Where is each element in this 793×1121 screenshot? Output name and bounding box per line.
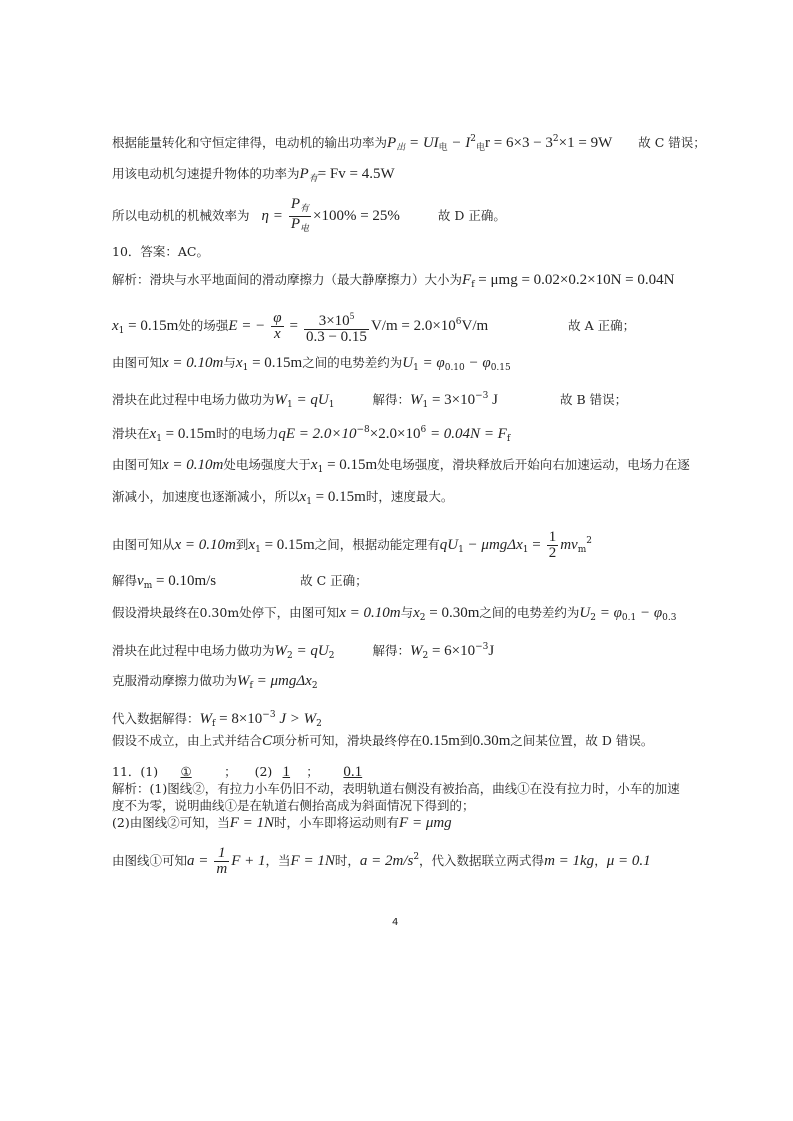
q11-analysis-line-1b: 度不为零，说明曲线①是在轨道右侧抬高成为斜面情况下得到的；: [112, 798, 475, 813]
sup: 6: [420, 425, 427, 435]
q11-answer-line: [112, 763, 373, 781]
sub: 1: [242, 363, 249, 373]
sup: −8: [356, 425, 370, 435]
math: x: [310, 457, 318, 473]
math: = 0.15m: [124, 318, 179, 334]
text: 由图可知: [112, 355, 163, 370]
text: 由图可知: [112, 457, 163, 472]
verdict: 故 C 正确；: [300, 573, 368, 588]
sub: f: [212, 719, 216, 729]
text: 处电场强度，滑块释放后开始向右加速运动，电场力在逐: [377, 457, 690, 472]
sub: m: [143, 581, 153, 591]
sup: 5: [349, 310, 355, 321]
sup: 2: [470, 134, 477, 144]
sub: 1: [522, 545, 529, 555]
text: 处电场强度大于: [223, 457, 311, 472]
text: 解析：滑块与水平地面间的滑动摩擦力（最大静摩擦力）大小为: [112, 272, 463, 287]
math: = 0.15m: [323, 457, 378, 473]
answer-blank: 1: [282, 764, 291, 780]
math: F: [462, 272, 472, 288]
math: x: [112, 318, 119, 334]
math: a =: [187, 853, 209, 869]
text: 时，速度最大。: [365, 489, 454, 504]
sub: 1: [317, 465, 324, 475]
fraction-half: [547, 530, 559, 561]
math: = qU: [292, 643, 329, 659]
q10-force-line: [112, 421, 510, 448]
q10-vm-line: [112, 572, 368, 595]
math: = μmg = 0.02×0.2×10N = 0.04N: [474, 272, 675, 288]
math: V/m = 2.0×10: [370, 318, 456, 334]
math: W: [274, 643, 288, 659]
num: 1: [214, 846, 229, 862]
sub: m: [577, 545, 587, 555]
q10-substitute-line: [112, 706, 322, 733]
q10-field-line: $x_1 = 0.15m$处的场强E = − $\frac{\varphi}{x}$ = $\frac{3\times 10^5}{0.3 - 0.15}$ $V/m = 2.0\times 10^6V/m$ 故 A 正确；: [112, 310, 636, 345]
text: 解得: [112, 573, 138, 588]
verdict: 故 A 正确；: [568, 318, 636, 333]
sub: 电: [299, 223, 309, 233]
text: 所以电动机的机械效率为: [112, 208, 250, 223]
page-number: 4: [392, 917, 399, 928]
sub: 0.3: [662, 613, 677, 623]
sup: 6: [455, 317, 462, 327]
text: 假设滑块最终在0.30m处停下，由图可知: [112, 605, 340, 620]
answer-blank: ①: [180, 764, 192, 779]
math: ×100% = 25%: [313, 208, 400, 224]
sub: 电: [476, 143, 486, 153]
math: U: [579, 605, 591, 621]
sub: 2: [419, 613, 426, 623]
text: 与: [400, 605, 414, 620]
sub: 1: [413, 363, 419, 373]
math: F = μmg: [399, 815, 452, 831]
math: x = 0.10m: [162, 457, 224, 473]
sup: 2: [552, 134, 559, 144]
math: W: [274, 392, 288, 408]
text: 滑块在此过程中电场力做功为: [112, 643, 275, 658]
text: 11．: [112, 764, 141, 779]
sub: 2: [287, 651, 293, 661]
math: = φ: [418, 355, 445, 371]
text: 时，小车即将运动则有: [274, 815, 400, 830]
sub: 0.15: [490, 363, 511, 373]
fraction-field-value: [304, 309, 369, 345]
math: W: [409, 643, 423, 659]
math: a = 2m/s: [359, 853, 414, 869]
sub: f: [249, 681, 253, 691]
text: 由图可知从: [112, 537, 175, 552]
sub: 2: [311, 681, 318, 691]
verdict: 故 C 错误；: [638, 135, 706, 150]
math: r = 6×3 − 3: [485, 135, 553, 151]
q11-analysis-line-2: [112, 814, 452, 832]
math: = 0.15m: [248, 355, 303, 371]
sub: 1: [118, 326, 125, 336]
q10-friction-work-line: [112, 672, 318, 695]
sub: 0.1: [621, 613, 637, 623]
sub: 电: [438, 143, 448, 153]
q10-conclusion-line: [112, 732, 653, 750]
sup: −3: [475, 391, 489, 401]
math: = 0.15m: [260, 537, 315, 553]
text: 根据能量转化和守恒定律得，电动机的输出功率为: [112, 135, 388, 150]
sup: −3: [475, 642, 489, 652]
math: E = −: [228, 318, 266, 334]
math: = 8×10: [215, 711, 263, 727]
q9-lift-power-line: 用该电动机匀速提升物体的功率为$P_有= Fv = 4.5W$: [112, 166, 395, 183]
math: − φ: [636, 605, 663, 621]
math: F = 1N: [229, 815, 275, 831]
text: 项分析可知，滑块最终停在: [272, 733, 423, 748]
text: 滑块在此过程中电场力做功为: [112, 392, 275, 407]
math: =: [528, 537, 541, 553]
math: = φ: [595, 605, 622, 621]
math: − μmgΔx: [463, 537, 523, 553]
q10-energy-line: [112, 524, 592, 567]
math: = UI: [405, 135, 439, 151]
q10-work2-line: [112, 638, 494, 665]
math: qE = 2.0×10: [278, 426, 357, 442]
math: = Fv = 4.5W: [317, 166, 395, 182]
sup: 2: [413, 852, 420, 862]
text: ，当: [265, 853, 291, 868]
math: W: [409, 392, 423, 408]
verdict: 故 D 正确。: [437, 208, 506, 223]
q11-analysis-line-1a: 解析：(1)图线②，有拉力小车仍旧不动，表明轨道右侧没有被抬高，曲线①在没有拉力时，小车的加速: [112, 781, 680, 796]
text: 克服滑动摩擦力做功为: [112, 673, 238, 688]
q10-answer: 10．答案：AC。: [112, 244, 209, 259]
math: x: [248, 537, 256, 553]
q10-assume-line: [112, 604, 676, 627]
sub: 2: [422, 651, 429, 661]
text: 之间的电势差约为: [302, 355, 403, 370]
math: ×2.0×10: [369, 426, 421, 442]
text: 之间的电势差约为: [479, 605, 580, 620]
math: η =: [261, 208, 283, 224]
math: W: [237, 673, 250, 689]
sub: 有: [308, 173, 318, 183]
text: 解得：: [372, 643, 410, 658]
sub: 1: [422, 400, 429, 410]
sub: 0.10: [444, 363, 465, 373]
math: qU: [439, 537, 459, 553]
text: ；: [224, 764, 237, 779]
sub: 有: [299, 203, 309, 213]
math: C: [262, 733, 273, 749]
text: ，: [594, 853, 607, 868]
sub: 1: [328, 400, 335, 410]
text: 到: [459, 733, 473, 748]
math: x = 0.10m: [162, 355, 224, 371]
sub: 1: [287, 400, 293, 410]
math: = 6×10: [428, 643, 476, 659]
fraction-phi-x: [271, 311, 283, 342]
den: 0.3 − 0.15: [305, 328, 367, 345]
math: ×1 = 9W: [558, 135, 613, 151]
efficiency-fraction: $\frac{P_有}{P_电}$: [290, 196, 309, 233]
text: 假设不成立，由上式并结合: [112, 733, 263, 748]
math: x: [235, 355, 243, 371]
q10-potential-diff-line: [112, 354, 511, 377]
math: x: [149, 426, 157, 442]
math: F = 1N: [290, 853, 335, 869]
num: 1: [548, 529, 557, 545]
den: x: [274, 326, 281, 342]
math: − I: [447, 135, 471, 151]
sub: 1: [458, 545, 464, 555]
text: 时的电场力: [215, 426, 279, 441]
math: = 0.10m/s: [152, 573, 217, 589]
text: 渐减小，加速度也逐渐减小，所以: [112, 489, 300, 504]
math: U: [402, 355, 414, 371]
text: (2): [254, 764, 273, 779]
text: (2)由图线②可知，当: [112, 815, 230, 830]
sup: −3: [262, 710, 276, 720]
den: 2: [548, 545, 557, 561]
text: 之间某位置，故 D 错误。: [510, 733, 654, 748]
text: 到: [235, 537, 249, 552]
q9-output-power-line: 根据能量转化和守恒定律得，电动机的输出功率为$P_出 = UI_电 - I^2_电r = 6\times 3 - 3^2\times 1 = 9W$ 故 C 错误；: [112, 134, 706, 153]
text: 与: [223, 355, 236, 370]
sub: 1: [156, 434, 162, 444]
answer-blank: 0.1: [343, 764, 363, 780]
q11-final-line: [112, 840, 651, 878]
sub: 2: [316, 719, 322, 729]
verdict: 故 B 错误；: [559, 392, 628, 407]
math: = 0.15m: [161, 426, 216, 442]
sub: f: [506, 434, 511, 444]
math: = qU: [292, 392, 329, 408]
math: F + 1: [231, 853, 266, 869]
text: ；: [306, 764, 319, 779]
text: 由图线①可知: [112, 853, 188, 868]
text: 之间，根据动能定理有: [314, 537, 440, 552]
sub: 1: [255, 545, 261, 555]
text: (1): [140, 764, 159, 779]
sub: 1: [306, 497, 312, 507]
q10-work1-line: [112, 387, 627, 414]
math: x = 0.10m: [174, 537, 236, 553]
num: φ: [273, 310, 282, 326]
text: 时，: [334, 853, 360, 868]
math: J > W: [275, 711, 317, 727]
math: − φ: [464, 355, 491, 371]
sub: 2: [328, 651, 335, 661]
math: μ = 0.1: [606, 853, 651, 869]
fraction-1-over-m: [214, 846, 229, 877]
text: 代入数据解得：: [112, 711, 200, 726]
den: m: [216, 861, 228, 877]
q10-friction-line: [112, 271, 674, 294]
math: W: [199, 711, 213, 727]
math: x = 0.10m: [339, 605, 401, 621]
sub: f: [471, 280, 475, 290]
math: v: [137, 573, 144, 589]
math: V/m: [461, 318, 489, 334]
text: 处的场强: [178, 318, 229, 333]
text: 滑块在: [112, 426, 150, 441]
math: mv: [560, 537, 578, 553]
num: 3×10: [318, 312, 350, 329]
text: 用该电动机匀速提升物体的功率为: [112, 166, 300, 181]
math: m = 1kg: [544, 853, 595, 869]
math: = 0.04N = F: [426, 426, 507, 442]
math: 0.15m: [422, 733, 460, 749]
sup: 2: [586, 536, 592, 546]
math: J: [488, 392, 498, 408]
math: 0.30m: [472, 733, 511, 749]
q10-explain-line-a: [112, 456, 690, 479]
q10-explain-line-b: [112, 488, 453, 511]
math: = μmgΔx: [252, 673, 312, 689]
sub: 出: [396, 142, 406, 152]
math: = 3×10: [428, 392, 476, 408]
text: ，代入数据联立两式得: [419, 853, 545, 868]
math: = 0.15m: [311, 489, 366, 505]
math: = 0.30m: [425, 605, 480, 621]
math: x: [299, 489, 307, 505]
sub: 2: [590, 613, 596, 623]
math: J: [488, 643, 495, 659]
math: x: [413, 605, 420, 621]
q9-efficiency-line: [112, 197, 506, 236]
text: 解得：: [372, 392, 410, 407]
